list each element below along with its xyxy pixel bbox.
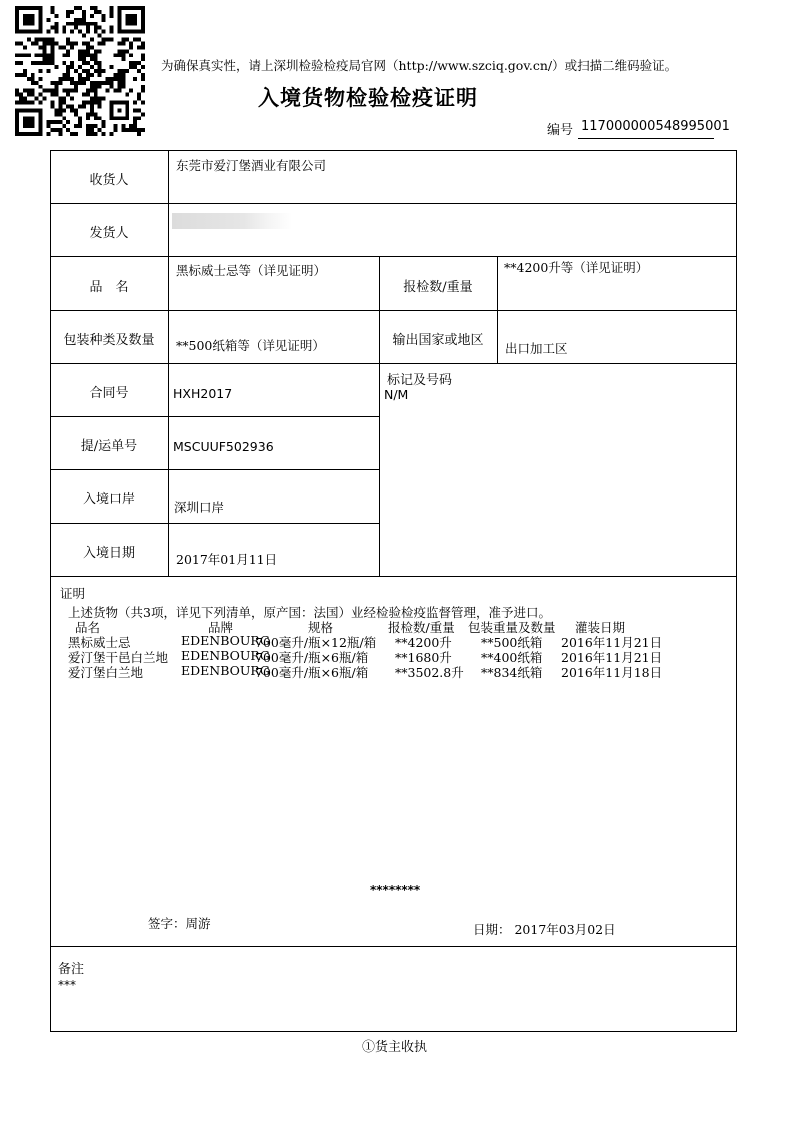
certificate-intro: 上述货物（共3项，详见下列清单，原产国：法国）业经检验检疫监督管理，准予进口。 (68, 605, 551, 620)
table-cell: **500纸箱 (481, 635, 543, 650)
column-header: 规格 (308, 620, 334, 635)
marks-label: 标记及号码 (387, 373, 453, 388)
consignee-value: 东莞市爱汀堡酒业有限公司 (176, 158, 327, 173)
table-cell: 爱汀堡干邑白兰地 (68, 650, 169, 665)
table-cell: 700毫升/瓶×6瓶/箱 (255, 650, 369, 665)
column-header: 包装重量及数量 (468, 620, 556, 635)
issue-date: 日期： 2017年03月02日 (473, 922, 616, 937)
table-cell: 2016年11月21日 (561, 650, 663, 665)
contract-label: 合同号 (89, 386, 129, 401)
table-cell: 2016年11月18日 (561, 665, 663, 680)
qr-code (14, 6, 146, 136)
marks-value: N/M (384, 387, 409, 402)
page-title: 入境货物检验检疫证明 (258, 86, 478, 110)
table-cell: **3502.8升 (395, 665, 464, 680)
copy-note: ①货主收执 (362, 1040, 428, 1055)
product-value: 黑标威士忌等（详见证明） (176, 263, 327, 278)
table-cell: 700毫升/瓶×12瓶/箱 (255, 635, 377, 650)
origin-label: 输出国家或地区 (392, 333, 484, 348)
bl-value: MSCUUF502936 (173, 439, 274, 454)
table-cell: 700毫升/瓶×6瓶/箱 (255, 665, 369, 680)
entry-date-value: 2017年01月11日 (176, 552, 278, 567)
quantity-value: **4200升等（详见证明） (504, 260, 649, 275)
column-header: 报检数/重量 (388, 620, 455, 635)
port-value: 深圳口岸 (174, 500, 225, 515)
remarks-label: 备注 (58, 962, 85, 977)
product-label: 品 名 (89, 280, 129, 295)
table-cell: **400纸箱 (481, 650, 543, 665)
verify-note: 为确保真实性，请上深圳检验检疫局官网（http://www.szciq.gov.cn/）或扫描二维码验证。 (161, 58, 678, 73)
table-cell: **1680升 (395, 650, 452, 665)
consignor-label: 发货人 (89, 226, 129, 241)
table-cell: 2016年11月21日 (561, 635, 663, 650)
table-cell: EDENBOURG (181, 633, 270, 648)
consignor-value-redacted (172, 213, 292, 229)
port-label: 入境口岸 (82, 492, 135, 507)
bl-label: 提/运单号 (80, 439, 138, 454)
table-cell: EDENBOURG (181, 663, 270, 678)
table-cell: **4200升 (395, 635, 452, 650)
remarks-value: *** (58, 978, 76, 992)
table-cell: 黑标威士忌 (68, 635, 131, 650)
quantity-label: 报检数/重量 (403, 280, 473, 295)
number-underline (578, 138, 714, 139)
certificate-number: 117000000548995001 (581, 119, 730, 134)
contract-value: HXH2017 (173, 386, 233, 401)
column-header: 灌装日期 (575, 620, 626, 635)
table-cell: **834纸箱 (481, 665, 543, 680)
signature: 签字：周游 (148, 916, 211, 931)
packing-value: **500纸箱等（详见证明） (176, 338, 325, 353)
table-cell: EDENBOURG (181, 648, 270, 663)
entry-date-label: 入境日期 (82, 546, 135, 561)
column-header: 品牌 (208, 620, 234, 635)
consignee-label: 收货人 (89, 173, 129, 188)
packing-label: 包装种类及数量 (63, 333, 155, 348)
certificate-number-label: 编号 (547, 123, 574, 138)
table-cell: 爱汀堡白兰地 (68, 665, 144, 680)
end-marker: ******** (370, 883, 421, 897)
certificate-heading: 证明 (60, 586, 86, 601)
origin-value: 出口加工区 (505, 341, 568, 356)
column-header: 品名 (75, 620, 101, 635)
